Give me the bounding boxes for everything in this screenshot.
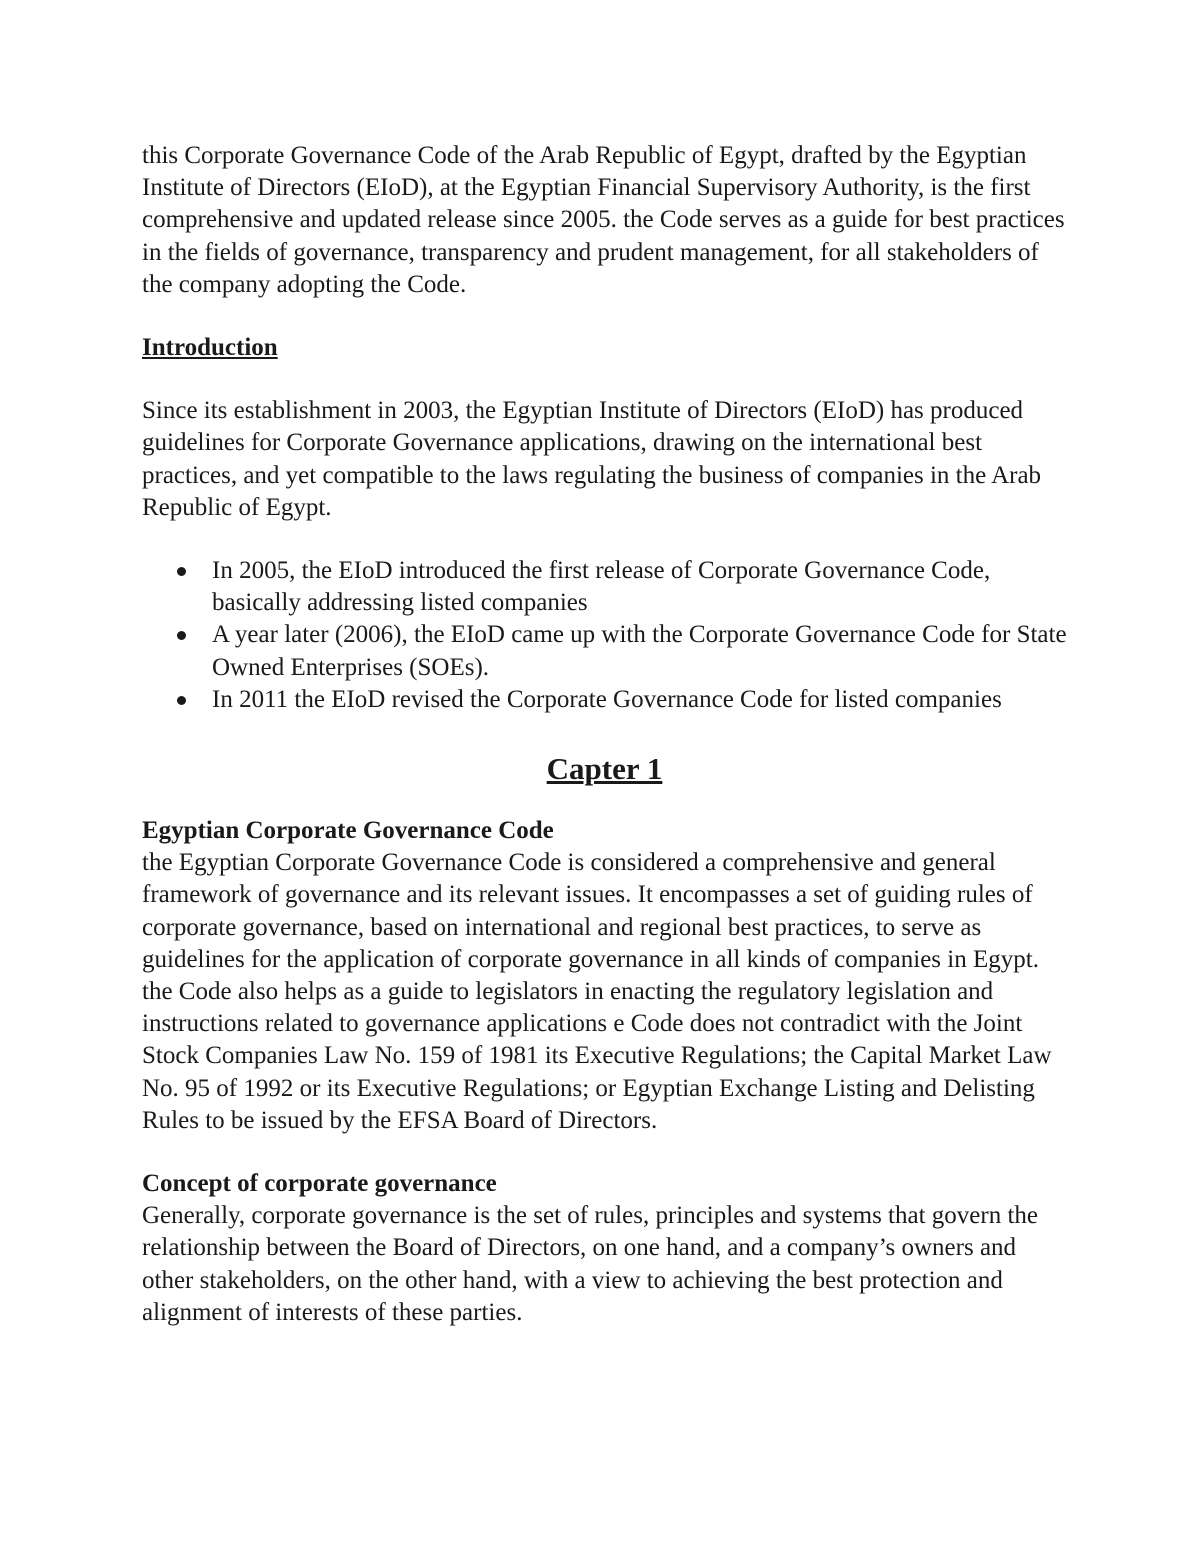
section-body: the Egyptian Corporate Governance Code is considered a comprehensive and general framework of governance and its relevant issues. It encompasses a set of guiding rules of corporate governance, based on international and regional best practices, to serve as guidelines for the application of corporate governance in all kinds of companies in Egypt. the Code also helps as a guide to legislators in enacting the regulatory legislation and instructions related to governance applications e Code does not contradict with the Joint Stock Companies Law No. 159 of 1981 its Executive Regulations; the Capital Market Law No. 95 of 1992 or its Executive Regulations; or Egyptian Exchange Listing and Delisting Rules to be issued by the EFSA Board of Directors. [142,849,1052,1134]
section-heading: Concept of corporate governance [142,1170,497,1198]
section-concept [142,1168,1067,1329]
list-item-text: In 2011 the EIoD revised the Corporate Governance Code for listed companies [212,685,1002,713]
introduction-heading: Introduction [142,334,278,362]
bullet-icon [177,696,186,705]
history-bullet-list [142,555,1067,716]
chapter-title: Capter 1 [546,751,663,787]
section-body: Generally, corporate governance is the set of rules, principles and systems that govern the relationship between the Board of Directors, on one hand, and a company’s owners and other stakeholders, on the other hand, with a view to achieving the best protection and alignment of interests of these parties. [142,1202,1038,1326]
document-page [142,140,1067,1360]
list-item-text: In 2005, the EIoD introduced the first release of Corporate Governance Code, basically addressing listed companies [212,557,991,617]
bullet-icon [177,631,186,640]
list-item [142,684,1067,716]
list-item-text: A year later (2006), the EIoD came up with the Corporate Governance Code for State Owned Enterprises (SOEs). [212,621,1067,681]
introduction-paragraph: Since its establishment in 2003, the Egyptian Institute of Directors (EIoD) has produced guidelines for Corporate Governance applications, drawing on the international best practices, and yet compatible to the laws regulating the business of companies in the Arab Republic of Egypt. [142,397,1042,521]
list-item [142,619,1067,683]
list-item [142,555,1067,619]
section-egyptian-code [142,815,1067,1137]
opening-paragraph: this Corporate Governance Code of the Arab Republic of Egypt, drafted by the Egyptian Institute of Directors (EIoD), at the Egyptian Financial Supervisory Authority, is the first comprehensive and updated release since 2005. the Code serves as a guide for best practices in the fields of governance, transparency and prudent management, for all stakeholders of the company adopting the Code. [142,142,1065,298]
section-heading: Egyptian Corporate Governance Code [142,817,554,845]
bullet-icon [177,567,186,576]
